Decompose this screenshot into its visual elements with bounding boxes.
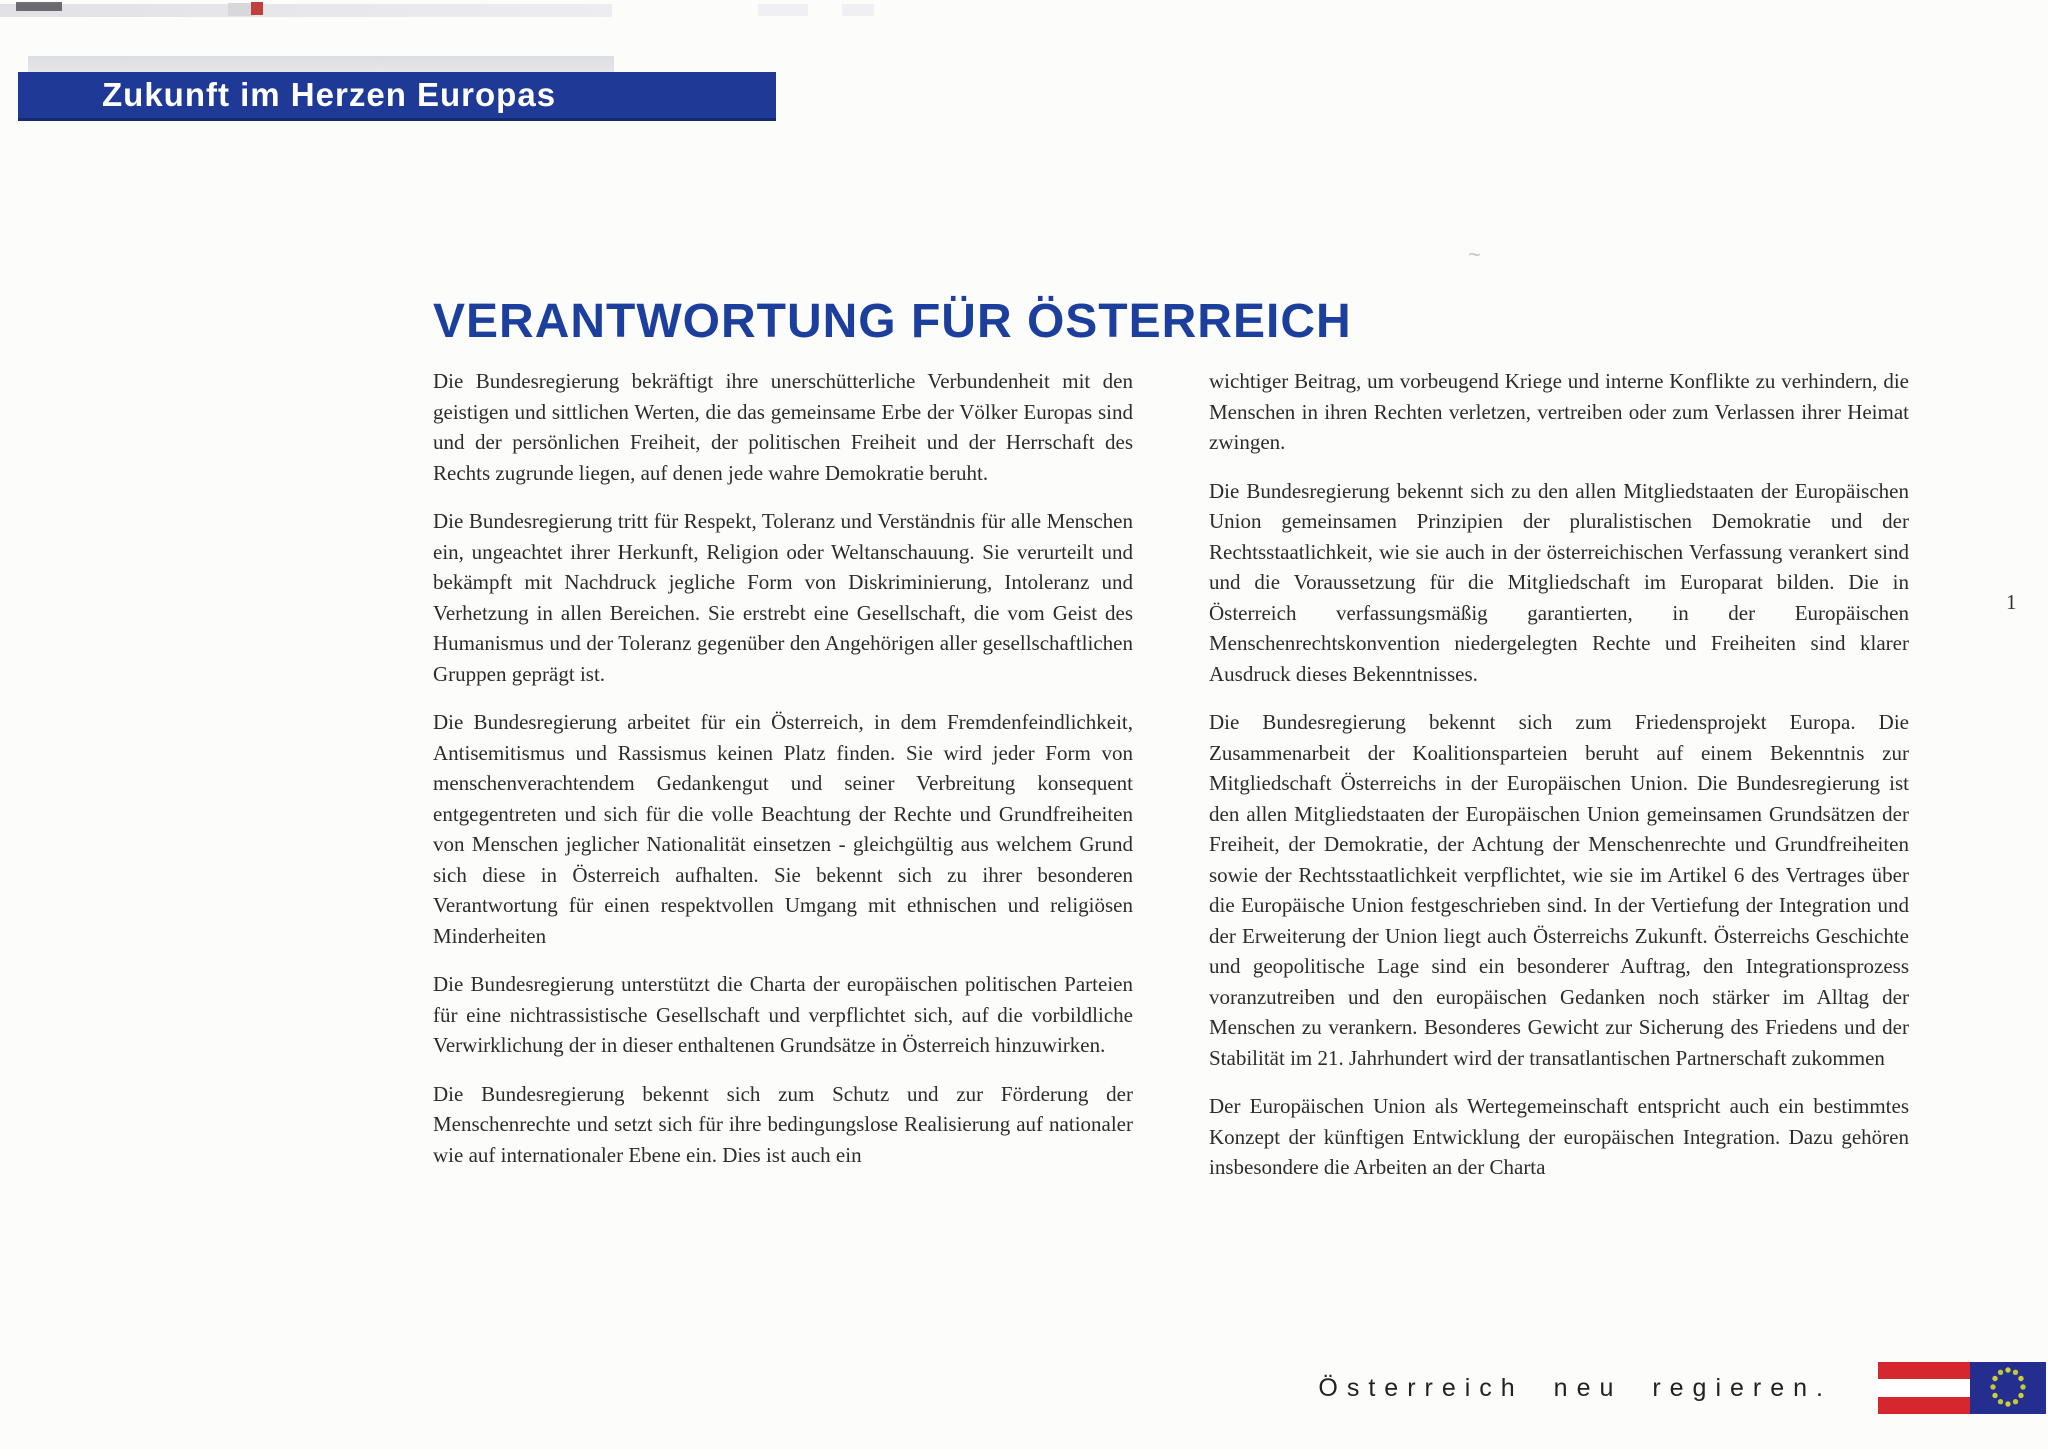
body-paragraph: Der Europäischen Union als Wertegemeinschaft entspricht auch ein bestimmtes Konzept der künftigen Entwicklung der europäischen Integration. Dazu gehören insbesondere die Arbeiten an der Charta (1209, 1094, 1909, 1179)
chapter-banner-title: Zukunft im Herzen Europas (102, 76, 557, 113)
footer-tagline: Österreich neu regieren. (1318, 1373, 1832, 1402)
right-column (1209, 366, 1909, 1201)
footer (0, 1362, 2046, 1414)
chapter-banner (18, 72, 776, 121)
scan-artifact-patch (758, 4, 808, 16)
austria-flag-stripe (1878, 1397, 1970, 1414)
scan-artifact-mark (251, 2, 263, 15)
body-paragraph: Die Bundesregierung arbeitet für ein Österreich, in dem Fremdenfeindlichkeit, Antisemitismus und Rassismus keinen Platz finden. Sie wird jeder Form von menschenverachtendem Gedankengut und seiner Verbreitung konsequent entgegentreten und sich für die volle Beachtung der Rechte und Grundfreiheiten von Menschen jeglicher Nationalität einsetzen - gleichgültig aus welchem Grund sich diese in Österreich aufhalten. Sie bekennt sich zu ihrer besonderen Verantwortung für einen respektvollen Umgang mit ethnischen und religiösen Minderheiten (433, 710, 1133, 948)
body-paragraph: Die Bundesregierung bekennt sich zum Schutz und zur Förderung der Menschenrechte und setzt sich für ihre bedingungslose Realisierung auf nationaler wie auf internationaler Ebene ein. Dies ist auch ein (433, 1081, 1133, 1167)
scan-artifact-mark (16, 2, 62, 11)
body-paragraph: wichtiger Beitrag, um vorbeugend Kriege und interne Konflikte zu verhindern, die Menschen in ihren Rechten verletzen, vertreiben oder zum Verlassen ihrer Heimat zwingen. (1209, 369, 1909, 454)
austria-flag-stripe (1878, 1379, 1970, 1396)
eu-flag-svg (1970, 1362, 2046, 1414)
page-title: VERANTWORTUNG FÜR ÖSTERREICH (433, 295, 1352, 349)
body-paragraph: Die Bundesregierung unterstützt die Charta der europäischen politischen Parteien für eine nichtrassistische Gesellschaft und verpflichtet sich, auf die vorbildliche Verwirklichung der in dieser enthaltenen Grundsätze in Österreich hinzuwirken. (433, 972, 1133, 1057)
body-paragraph: Die Bundesregierung bekennt sich zu den allen Mitgliedstaaten der Europäischen Union gemeinsamen Prinzipien der pluralistischen Demokratie und der Rechtsstaatlichkeit, wie sie auch in der österreichischen Verfassung verankert sind und die Voraussetzung für die Mitgliedschaft im Europarat bilden. Die in Österreich verfassungsmäßig garantierten, in der Europäischen Menschenrechtskonvention niedergelegten Rechte und Freiheiten sind klarer Ausdruck dieses Bekenntnisses. (1209, 478, 1909, 686)
scan-artifact-patch (842, 4, 874, 16)
page-number: 1 (2006, 590, 2017, 614)
body-paragraph: Die Bundesregierung tritt für Respekt, Toleranz und Verständnis für alle Menschen ein, ungeachtet ihrer Herkunft, Religion oder Weltanschauung. Sie verurteilt und bekämpft mit Nachdruck jegliche Form von Diskriminierung, Intoleranz und Verhetzung in allen Bereichen. Sie erstrebt eine Gesellschaft, die vom Geist des Humanismus und der Toleranz gegenüber den Angehörigen aller gesellschaftlichen Gruppen geprägt ist. (433, 509, 1133, 686)
scan-artifact-strip (0, 4, 612, 17)
left-column (433, 366, 1133, 1188)
body-paragraph: Die Bundesregierung bekräftigt ihre unerschütterliche Verbundenheit mit den geistigen und sittlichen Werten, die das gemeinsame Erbe der Völker Europas sind und der persönlichen Freiheit, der politischen Freiheit und der Herrschaft des Rechts zugrunde liegen, auf denen jede wahre Demokratie beruht. (433, 369, 1133, 485)
scan-artifact-squiggle: ~ (1468, 242, 1481, 267)
austria-flag-icon (1878, 1362, 1970, 1414)
body-paragraph: Die Bundesregierung bekennt sich zum Friedensprojekt Europa. Die Zusammenarbeit der Koalitionsparteien beruht auf einem Bekenntnis zur Mitgliedschaft Österreichs in der Europäischen Union. Die Bundesregierung ist den allen Mitgliedstaaten der Europäischen Union gemeinsamen Grundsätzen der Freiheit, der Demokratie, der Achtung der Menschenrechte und Grundfreiheiten sowie der Rechtsstaatlichkeit verpflichtet, wie sie im Artikel 6 des Vertrages über die Europäische Union festgeschrieben sind. In der Vertiefung der Integration und der Erweiterung der Union liegt auch Österreichs Zukunft. Österreichs Geschichte und geopolitische Lage sind ein besonderer Auftrag, den Integrationsprozess voranzutreiben und den europäischen Gedanken noch stärker im Alltag der Menschen zu verankern. Besonderes Gewicht zur Sicherung des Friedens und der Stabilität im 21. Jahrhundert wird der transatlantischen Partnerschaft zukommen (1209, 710, 1909, 1070)
flag-block (1878, 1362, 2046, 1414)
eu-flag-icon (1970, 1362, 2046, 1414)
austria-flag-stripe (1878, 1362, 1970, 1379)
